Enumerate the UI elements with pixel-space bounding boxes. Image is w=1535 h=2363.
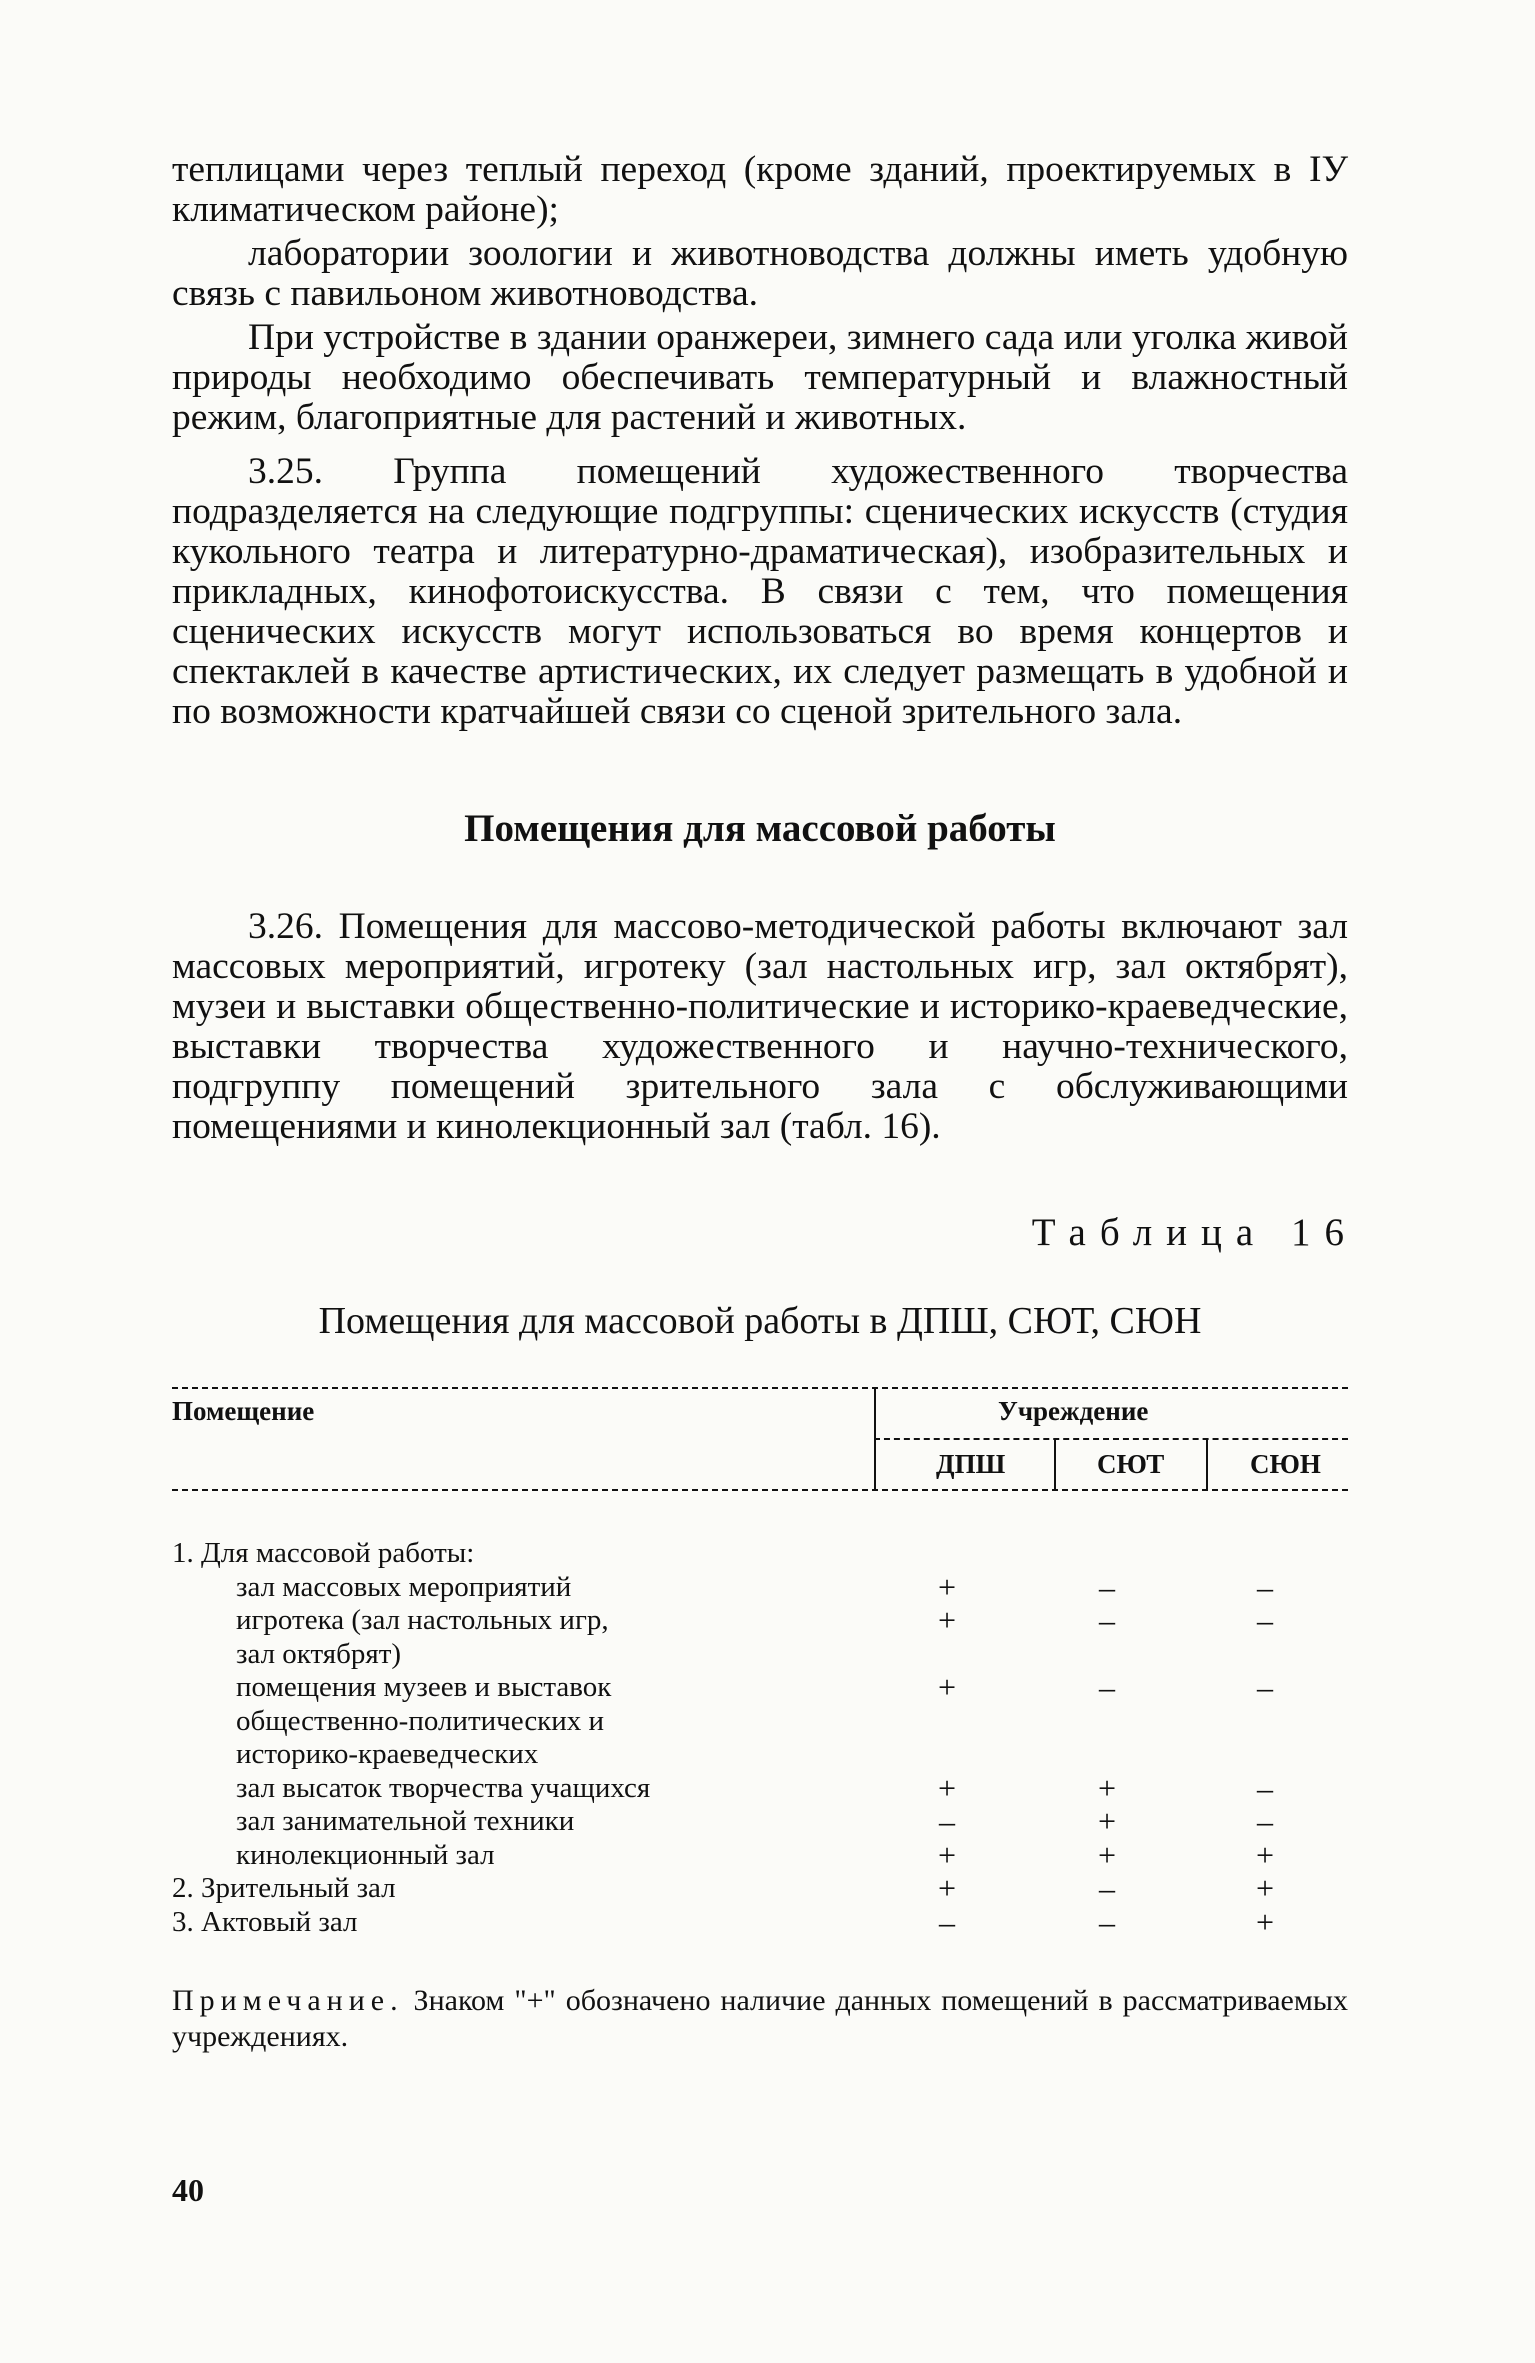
table-cell: + [937, 1870, 957, 1906]
table-cell: + [937, 1836, 957, 1873]
table-row-label: 2. Зрительный зал [172, 1872, 396, 1904]
table-label: Таблица 16 [1031, 1211, 1358, 1254]
table-cell: + [1097, 1803, 1117, 1839]
paragraph-orangery: При устройстве в здании оранжереи, зимнего сада или уголка живой природы необходимо обеспечивать температурный и влажностный режим, благоприятные для растений и животных. [172, 317, 1348, 438]
table-cell: – [1099, 1602, 1115, 1638]
rooms-table [172, 1387, 1348, 1963]
header-bottom-rule [172, 1489, 1348, 1491]
paragraph-labs: лаборатории зоологии и животноводства должны иметь удобную связь с павильоном животноводства. [172, 233, 1348, 314]
table-cell: + [937, 1669, 957, 1705]
paragraph-3-26: 3.26. Помещения для массово-методической работы включают зал массовых мероприятий, игротеку (зал настольных игр, зал октябрят), музеи и выставки общественно-политические и историко-краеведческие, выставки творчества художественного и научно-технического, подгруппу помещений зрительного зала с обслуживающими помещениями и кинолекционный зал (табл. 16). [172, 906, 1348, 1147]
table-row-label: помещения музеев и выставок [236, 1671, 612, 1703]
table-cell: – [1257, 1568, 1273, 1605]
table-cell: – [1257, 1769, 1273, 1806]
table-row-label: игротека (зал настольных игр, [236, 1604, 609, 1636]
paragraph-3-25: 3.25. Группа помещений художественного творчества подразделяется на следующие подгруппы: сценических искусств (студия кукольного театра и литературно-драматическая), изобразительных и прикладных, кинофотоискусства. В связи с тем, что помещения сценических искусств могут использоваться во время концертов и спектаклей в качестве артистических, их следует размещать в удобной и по возможности кратчайшей связи со сценой зрительного зала. [172, 451, 1348, 732]
table-note [172, 1983, 1348, 2055]
table-cell: – [1099, 1568, 1115, 1605]
table-cell: – [939, 1803, 955, 1839]
table-row-label: зал массовых мероприятий [236, 1570, 572, 1603]
note-prefix: Примечание. [172, 1984, 404, 2017]
note-text: Знаком "+" обозначено наличие данных помещений в рассматриваемых учреждениях. [172, 1984, 1348, 2053]
header-room: Помещение [172, 1396, 315, 1426]
table-cell: – [1099, 1870, 1115, 1906]
page-number: 40 [172, 2172, 204, 2208]
table-row-label: зал занимательной техники [236, 1805, 575, 1837]
table-cell: – [1257, 1602, 1273, 1638]
table-cell: + [1097, 1769, 1117, 1806]
col-divider-1 [1054, 1438, 1056, 1489]
table-cell: – [1099, 1903, 1115, 1940]
table-row-label: кинолекционный зал [236, 1838, 495, 1871]
table-row-label: 3. Актовый зал [172, 1905, 358, 1938]
header-col-syun: СЮН [1250, 1449, 1321, 1479]
table-cell: + [937, 1769, 957, 1806]
table-row-label: зал октябрят) [236, 1637, 402, 1670]
table-cell: + [1255, 1903, 1275, 1940]
col-divider-2 [1206, 1438, 1208, 1489]
table-cell: + [1255, 1870, 1275, 1906]
header-col-syut: СЮТ [1097, 1449, 1165, 1479]
table-cell: + [937, 1568, 957, 1605]
document-page [172, 149, 1358, 2085]
paragraph-greenhouse: теплицами через теплый переход (кроме зданий, проектируемых в IУ климатическом районе); [172, 149, 1348, 230]
table-cell: – [1257, 1803, 1273, 1839]
header-institution: Учреждение [998, 1396, 1149, 1426]
table-cell: – [939, 1903, 955, 1940]
table-row-label: зал высаток творчества учащихся [236, 1771, 651, 1804]
table-cell: + [937, 1602, 957, 1638]
header-mid-rule [874, 1438, 1348, 1440]
table-row-label: общественно-политических и [236, 1704, 605, 1737]
table-cell: – [1099, 1669, 1115, 1705]
table-top-rule [172, 1387, 1348, 1389]
table-cell: + [1255, 1836, 1275, 1873]
table-row-label: 1. Для массовой работы: [172, 1537, 475, 1569]
table-cell: + [1097, 1836, 1117, 1873]
table-row-label: историко-краеведческих [236, 1738, 539, 1770]
header-col-dpsh: ДПШ [936, 1449, 1006, 1479]
table-caption: Помещения для массовой работы в ДПШ, СЮТ, СЮН [318, 1300, 1202, 1342]
section-heading: Помещения для массовой работы [464, 807, 1056, 850]
table-cell: – [1257, 1669, 1273, 1705]
